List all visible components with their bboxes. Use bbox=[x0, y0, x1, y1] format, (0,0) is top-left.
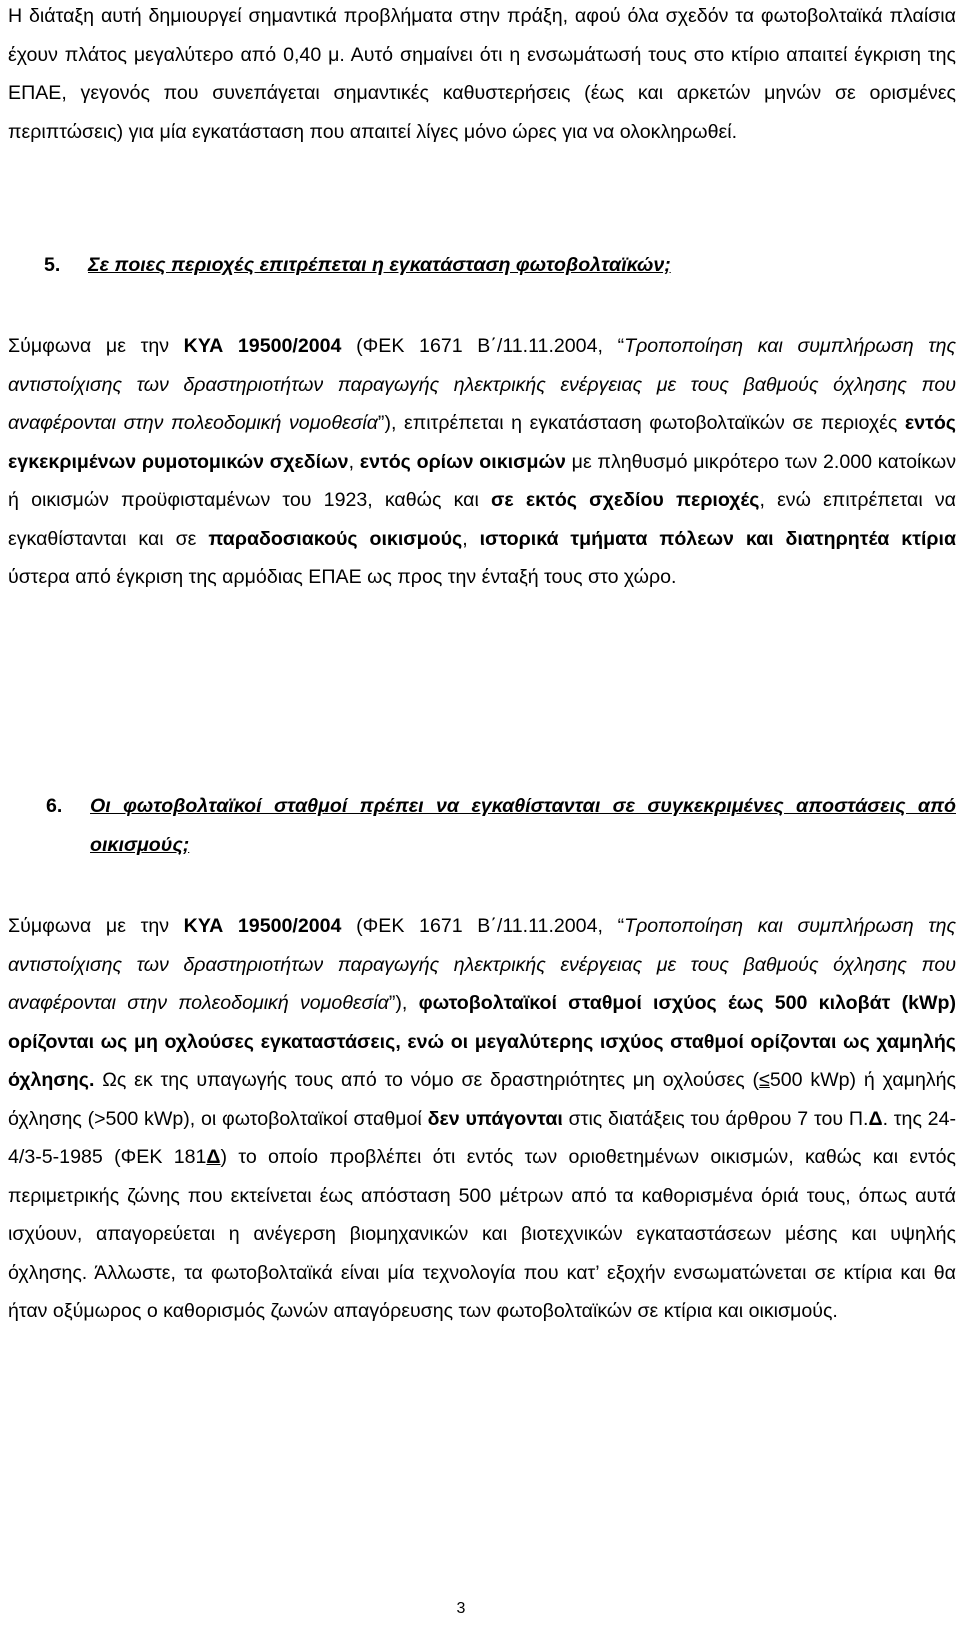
bold-run: δεν υπάγονται bbox=[427, 1107, 563, 1130]
text-run: ) το οποίο προβλέπει ότι εντός των οριοθετημένων οικισμών, καθώς και εντός περιμετρικής ζώνης που εκτείνεται έως απόσταση 500 μέτρων από τα καθορισμένα όριά τους, όπως αυτά ισχύουν, απαγορεύεται η ανέγερση βιομηχανικών και βιοτεχνικών εγκαταστάσεων μέσης και υψηλής όχλησης. Άλλωστε, τα φωτοβολταϊκά είναι μία τεχνολογία που κατ’ εξοχήν ενσωματώνεται σε κτίρια και θα ήταν οξύμωρος ο καθορισμός ζωνών απαγόρευσης των φωτοβολταϊκών σε κτίρια και οικισμούς. bbox=[8, 1146, 956, 1322]
bold-run: ιστορικά τμήματα πόλεων και διατηρητέα κτίρια bbox=[479, 527, 956, 550]
page-number: 3 bbox=[456, 1600, 466, 1617]
bold-run: σε εκτός σχεδίου περιοχές bbox=[490, 489, 760, 511]
section-5-paragraph bbox=[8, 327, 956, 597]
bold-run: ΚΥΑ 19500/2004 bbox=[183, 915, 342, 937]
bold-run: ΚΥΑ 19500/2004 bbox=[183, 335, 342, 357]
section-6-title: Οι φωτοβολταϊκοί σταθμοί πρέπει να εγκαθίστανται σε συγκεκριμένες αποστάσεις από οικισμούς; bbox=[90, 795, 956, 856]
bold-run: παραδοσιακούς οικισμούς bbox=[208, 527, 463, 550]
text-run: Ως εκ της υπαγωγής τους από το νόμο σε δραστηριότητες μη οχλούσες ( bbox=[94, 1069, 760, 1091]
text-run: ”), επιτρέπεται η εγκατάσταση φωτοβολταϊκών σε περιοχές bbox=[377, 412, 905, 434]
text-run: στις διατάξεις του άρθρου 7 του Π. bbox=[562, 1107, 869, 1130]
text-run: (ΦΕΚ 1671 Β΄/11.11.2004, “ bbox=[341, 335, 625, 357]
bold-run: Δ bbox=[206, 1146, 221, 1168]
text-run: , bbox=[462, 527, 480, 550]
italic-run: Τροποποίηση και συμπλήρωση της αντιστοίχισης των δραστηριοτήτων παραγωγής ηλεκτρικής ενέργειας με τους βαθμούς όχλησης που αναφέρονται στην πολεοδομική νομοθεσία bbox=[8, 915, 956, 1014]
bold-run: εντός ορίων οικισμών bbox=[359, 450, 566, 473]
text-run: . της 24-4/3-5-1985 (ΦΕΚ 181 bbox=[8, 1107, 956, 1168]
bold-run: φωτοβολταϊκοί σταθμοί ισχύος έως 500 κιλοβάτ (kWp) ορίζονται ως μη οχλούσες εγκαταστάσεις, ενώ οι μεγαλύτερης ισχύος σταθμοί ορίζονται ως χαμηλής όχλησης. bbox=[8, 992, 957, 1091]
section-6-paragraph bbox=[8, 907, 956, 1331]
text-run: , ενώ επιτρέπεται να εγκαθίστανται και σε bbox=[8, 489, 956, 550]
bold-run: εντός εγκεκριμένων ρυμοτομικών σχεδίων bbox=[8, 412, 956, 473]
text-run: 500 kWp) ή χαμηλής όχλησης (>500 kWp), οι φωτοβολταϊκοί σταθμοί bbox=[8, 1069, 956, 1130]
bold-run: Δ bbox=[868, 1107, 883, 1130]
section-5-number: 5. bbox=[44, 254, 61, 276]
section-5-title: Σε ποιες περιοχές επιτρέπεται η εγκατάσταση φωτοβολταϊκών; bbox=[88, 254, 671, 276]
section-5-heading bbox=[44, 246, 956, 284]
text-run: ”), bbox=[388, 992, 419, 1014]
text-run: Σύμφωνα με την bbox=[8, 335, 184, 357]
intro-paragraph: Η διάταξη αυτή δημιουργεί σημαντικά προβλήματα στην πράξη, αφού όλα σχεδόν τα φωτοβολταϊκά πλαίσια έχουν πλάτος μεγαλύτερο από 0,40 μ. Αυτό σημαίνει ότι η ενσωμάτωσή τους στο κτίριο απαιτεί έγκριση της ΕΠΑΕ, γεγονός που συνεπάγεται σημαντικές καθυστερήσεις (έως και αρκετών μηνών σε ορισμένες περιπτώσεις) για μία εγκατάσταση που απαιτεί λίγες μόνο ώρες για να ολοκληρωθεί. bbox=[8, 5, 956, 143]
text-run: ύστερα από έγκριση της αρμόδιας ΕΠΑΕ ως προς την ένταξή τους στο χώρο. bbox=[8, 566, 677, 588]
text-run: (ΦΕΚ 1671 Β΄/11.11.2004, “ bbox=[341, 915, 625, 937]
text-run: , bbox=[348, 450, 360, 473]
text-run: Σύμφωνα με την bbox=[8, 915, 184, 937]
less-equal-symbol: ≤ bbox=[759, 1069, 770, 1091]
section-6-number: 6. bbox=[46, 795, 63, 817]
section-6-heading bbox=[46, 787, 956, 865]
italic-run: Τροποποίηση και συμπλήρωση της αντιστοίχισης των δραστηριοτήτων παραγωγής ηλεκτρικής ενέργειας με τους βαθμούς όχλησης που αναφέρονται στην πολεοδομική νομοθεσία bbox=[8, 335, 956, 434]
text-run: με πληθυσμό μικρότερο των 2.000 κατοίκων ή οικισμών προϋφισταμένων του 1923, καθώς και bbox=[8, 450, 957, 511]
